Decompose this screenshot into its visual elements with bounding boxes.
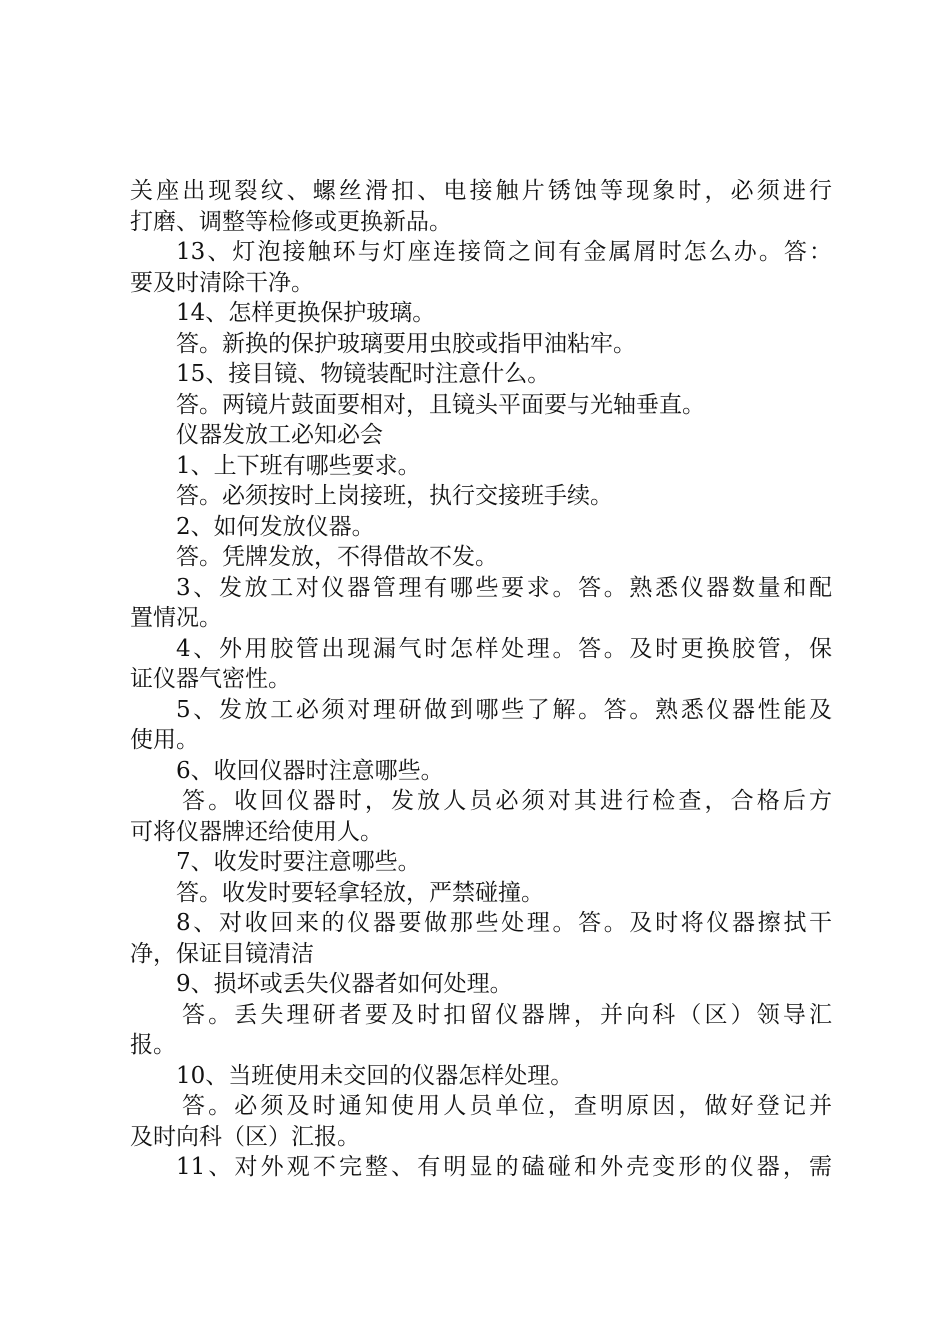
text-line: 答。收发时要轻拿轻放，严禁碰撞。: [176, 879, 544, 906]
text-line: 使用。: [130, 727, 199, 753]
text-line: 15、接目镜、物镜装配时注意什么。: [176, 361, 551, 387]
text-line: 及时向科（区）汇报。: [130, 1123, 360, 1150]
text-line: 3、发放工对仪器管理有哪些要求。答。熟悉仪器数量和配: [176, 574, 832, 601]
text-line: 4、外用胶管出现漏气时怎样处理。答。及时更换胶管，保: [176, 635, 832, 662]
text-line: 5、发放工必须对理研做到哪些了解。答。熟悉仪器性能及: [176, 696, 832, 723]
text-line: 证仪器气密性。: [130, 666, 291, 692]
text-line: 置情况。: [130, 605, 222, 631]
text-line: 6、收回仪器时注意哪些。: [176, 757, 444, 784]
text-line: 2、如何发放仪器。: [176, 513, 375, 540]
text-line: 答。必须按时上岗接班，执行交接班手续。: [176, 483, 613, 509]
text-line: 11、对外观不完整、有明显的磕碰和外壳变形的仪器，需: [176, 1154, 832, 1180]
text-line: 8、对收回来的仪器要做那些处理。答。及时将仪器擦拭干: [176, 910, 832, 936]
text-line: 9、损坏或丢失仪器者如何处理。: [176, 971, 513, 997]
document-body: [130, 176, 832, 1183]
text-line: 答。收回仪器时，发放人员必须对其进行检查，合格后方: [182, 788, 832, 814]
text-line: 报。: [130, 1032, 176, 1058]
text-line: 答。凭牌发放，不得借故不发。: [176, 544, 498, 570]
text-line: 答。丢失理研者要及时扣留仪器牌，并向科（区）领导汇: [182, 1001, 832, 1028]
text-line: 14、怎样更换保护玻璃。: [176, 300, 436, 326]
text-line: 答。必须及时通知使用人员单位，查明原因，做好登记并: [182, 1093, 832, 1119]
text-line: 要及时清除干净。: [130, 269, 314, 296]
text-line: 打磨、调整等检修或更换新品。: [130, 208, 452, 235]
text-line: 10、当班使用未交回的仪器怎样处理。: [176, 1062, 574, 1089]
text-line: 答。两镜片鼓面要相对，且镜头平面要与光轴垂直。: [176, 391, 705, 418]
text-line: 1、上下班有哪些要求。: [176, 452, 421, 479]
text-line: 可将仪器牌还给使用人。: [130, 818, 383, 845]
text-line: 净，保证目镜清洁: [130, 940, 314, 967]
text-line: 关座出现裂纹、螺丝滑扣、电接触片锈蚀等现象时，必须进行: [130, 178, 832, 204]
text-line: 答。新换的保护玻璃要用虫胶或指甲油粘牢。: [176, 330, 636, 357]
text-line: 仪器发放工必知必会: [176, 422, 383, 448]
text-line: 7、收发时要注意哪些。: [176, 849, 421, 875]
text-line: 13、灯泡接触环与灯座连接筒之间有金属屑时怎么办。答：: [176, 239, 832, 265]
